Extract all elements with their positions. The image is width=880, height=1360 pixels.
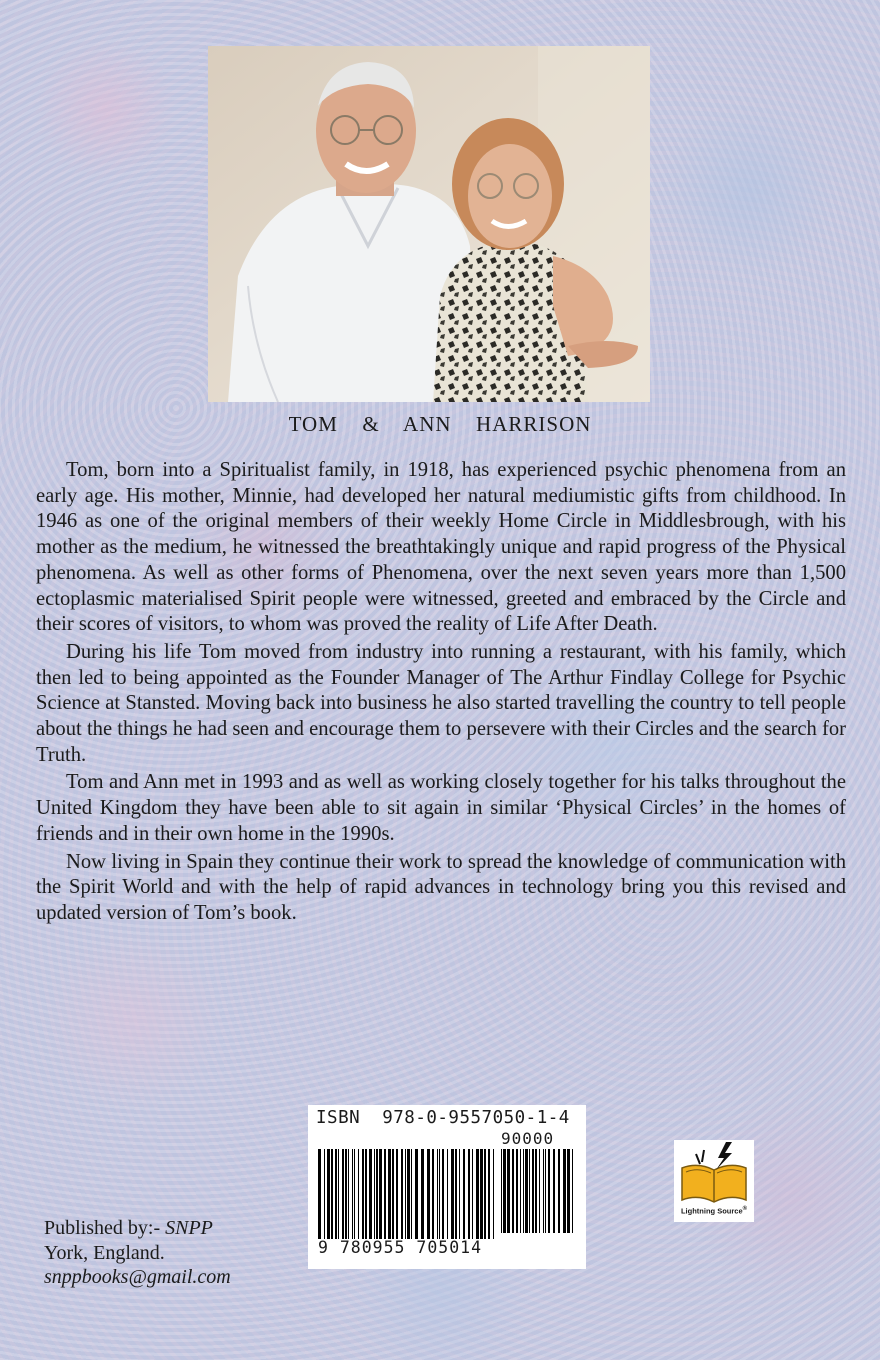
barcode-bar [532, 1149, 534, 1233]
barcode-bar [525, 1149, 528, 1233]
author-photo [208, 46, 650, 402]
barcode-bar [396, 1149, 398, 1239]
barcode-bars-icon [318, 1149, 496, 1239]
barcode-bar [553, 1149, 555, 1233]
barcode-bar [376, 1149, 378, 1239]
bio-paragraph: Now living in Spain they continue their work to spread the knowledge of communication with the Spirit World and with the help of rapid advances in technology bring you this revised and updated version of Tom’s book. [36, 850, 846, 924]
barcode-bar [401, 1149, 403, 1239]
barcode-bar [335, 1149, 337, 1239]
barcode-bar [493, 1149, 494, 1239]
publisher-email: snppbooks@gmail.com [44, 1266, 231, 1288]
barcode-bar [392, 1149, 394, 1239]
barcode-bar [342, 1149, 344, 1239]
barcode-bar [567, 1149, 570, 1233]
barcode-bar [374, 1149, 375, 1239]
barcode-bar [369, 1149, 372, 1239]
barcode-bar [338, 1149, 339, 1239]
barcode-bar [352, 1149, 353, 1239]
logo-label: Lightning Source® [680, 1206, 748, 1216]
portrait-photo-icon [208, 46, 650, 402]
barcode-bar [543, 1149, 544, 1233]
barcode-bar [512, 1149, 514, 1233]
barcode-bar [523, 1149, 524, 1233]
barcode-bar [437, 1149, 438, 1239]
barcode-bar [539, 1149, 540, 1233]
barcode-bar [388, 1149, 391, 1239]
barcode-bar [480, 1149, 483, 1239]
ean-number: 9 780955 705014 [318, 1238, 483, 1257]
barcode-bar [451, 1149, 454, 1239]
barcode-bar [516, 1149, 518, 1233]
barcode-bar [488, 1149, 490, 1239]
barcode-bar [348, 1149, 349, 1239]
publisher-location: York, England. [44, 1241, 165, 1264]
lightning-source-logo [674, 1140, 754, 1222]
barcode-bar [407, 1149, 410, 1239]
barcode-bar [327, 1149, 330, 1239]
publisher-info [44, 1216, 231, 1290]
barcode-bar [529, 1149, 530, 1233]
barcode-bar [432, 1149, 434, 1239]
barcode-bar [520, 1149, 521, 1233]
bio-paragraph: During his life Tom moved from industry into running a restaurant, with his family, which then led to being appointed as the Founder Manager of The Arthur Findlay College for Psychic Science at Stansted. Moving back into business he also started travelling the country to tell people about the things he had seen and encourage them to persevere with their Circles and the search for Truth. [36, 640, 846, 766]
barcode-bar [572, 1149, 573, 1233]
barcode-bar [421, 1149, 424, 1239]
isbn-label: ISBN 978-0-9557050-1-4 [316, 1108, 570, 1128]
barcode-bar [463, 1149, 465, 1239]
barcode-bar [468, 1149, 470, 1239]
barcode-bar [358, 1149, 359, 1239]
publisher-line: Published by:- SNPP [44, 1217, 213, 1239]
barcode-bar [503, 1149, 506, 1233]
barcode-bar [455, 1149, 457, 1239]
barcode-bar [558, 1149, 560, 1233]
barcode-bar [354, 1149, 355, 1239]
barcode-bar [442, 1149, 444, 1239]
barcode-bar [545, 1149, 546, 1233]
isbn-barcode [308, 1105, 586, 1269]
barcode-bar [427, 1149, 430, 1239]
barcode-bar [365, 1149, 367, 1239]
barcode-bar [331, 1149, 333, 1239]
barcode-bar [324, 1149, 325, 1239]
barcode-bar [362, 1149, 364, 1239]
barcode-bar [439, 1149, 440, 1239]
barcode-bar [563, 1149, 566, 1233]
bio-paragraph: Tom, born into a Spiritualist family, in 1918, has experienced psychic phenomena from an early age. His mother, Minnie, had developed her natural mediumistic gifts from childhood. In 1946 as one of the original members of their weekly Home Circle in Middlesbrough, with his mother as the medium, he witnessed the breathtakingly unique and rapid progress of the Physical phenomena. As well as other forms of Phenomena, over the next seven years more than 1,500 ectoplasmic materialised Spirit people were witnessed, greeted and embraced by the Circle and their scores of visitors, to whom was proved the reality of Life After Death. [36, 459, 846, 636]
publisher-name: SNPP [165, 1217, 213, 1239]
barcode-bar [447, 1149, 448, 1239]
barcode-bar [318, 1149, 321, 1239]
price-code: 90000 [501, 1129, 555, 1148]
barcode-bar [459, 1149, 460, 1239]
photo-caption: TOM & ANN HARRISON [288, 412, 592, 436]
barcode-bar [535, 1149, 537, 1233]
open-book-lightning-icon [674, 1140, 754, 1206]
barcode-bar [384, 1149, 386, 1239]
barcode-bar [379, 1149, 382, 1239]
barcode-bar [415, 1149, 418, 1239]
barcode-bar [411, 1149, 412, 1239]
barcode-bar [507, 1149, 510, 1233]
bio-paragraph: Tom and Ann met in 1993 and as well as working closely together for his talks throughout the United Kingdom they have been able to sit again in similar ‘Physical Circles’ in the homes of friends and in their own home in the 1990s. [36, 771, 846, 845]
barcode-bar [345, 1149, 347, 1239]
author-biography [36, 458, 846, 927]
barcode-bar [472, 1149, 473, 1239]
addon-barcode-bars-icon [501, 1149, 577, 1233]
barcode-bar [501, 1149, 502, 1233]
barcode-bar [484, 1149, 486, 1239]
barcode-bar [548, 1149, 550, 1233]
barcode-bar [405, 1149, 406, 1239]
barcode-bar [476, 1149, 479, 1239]
